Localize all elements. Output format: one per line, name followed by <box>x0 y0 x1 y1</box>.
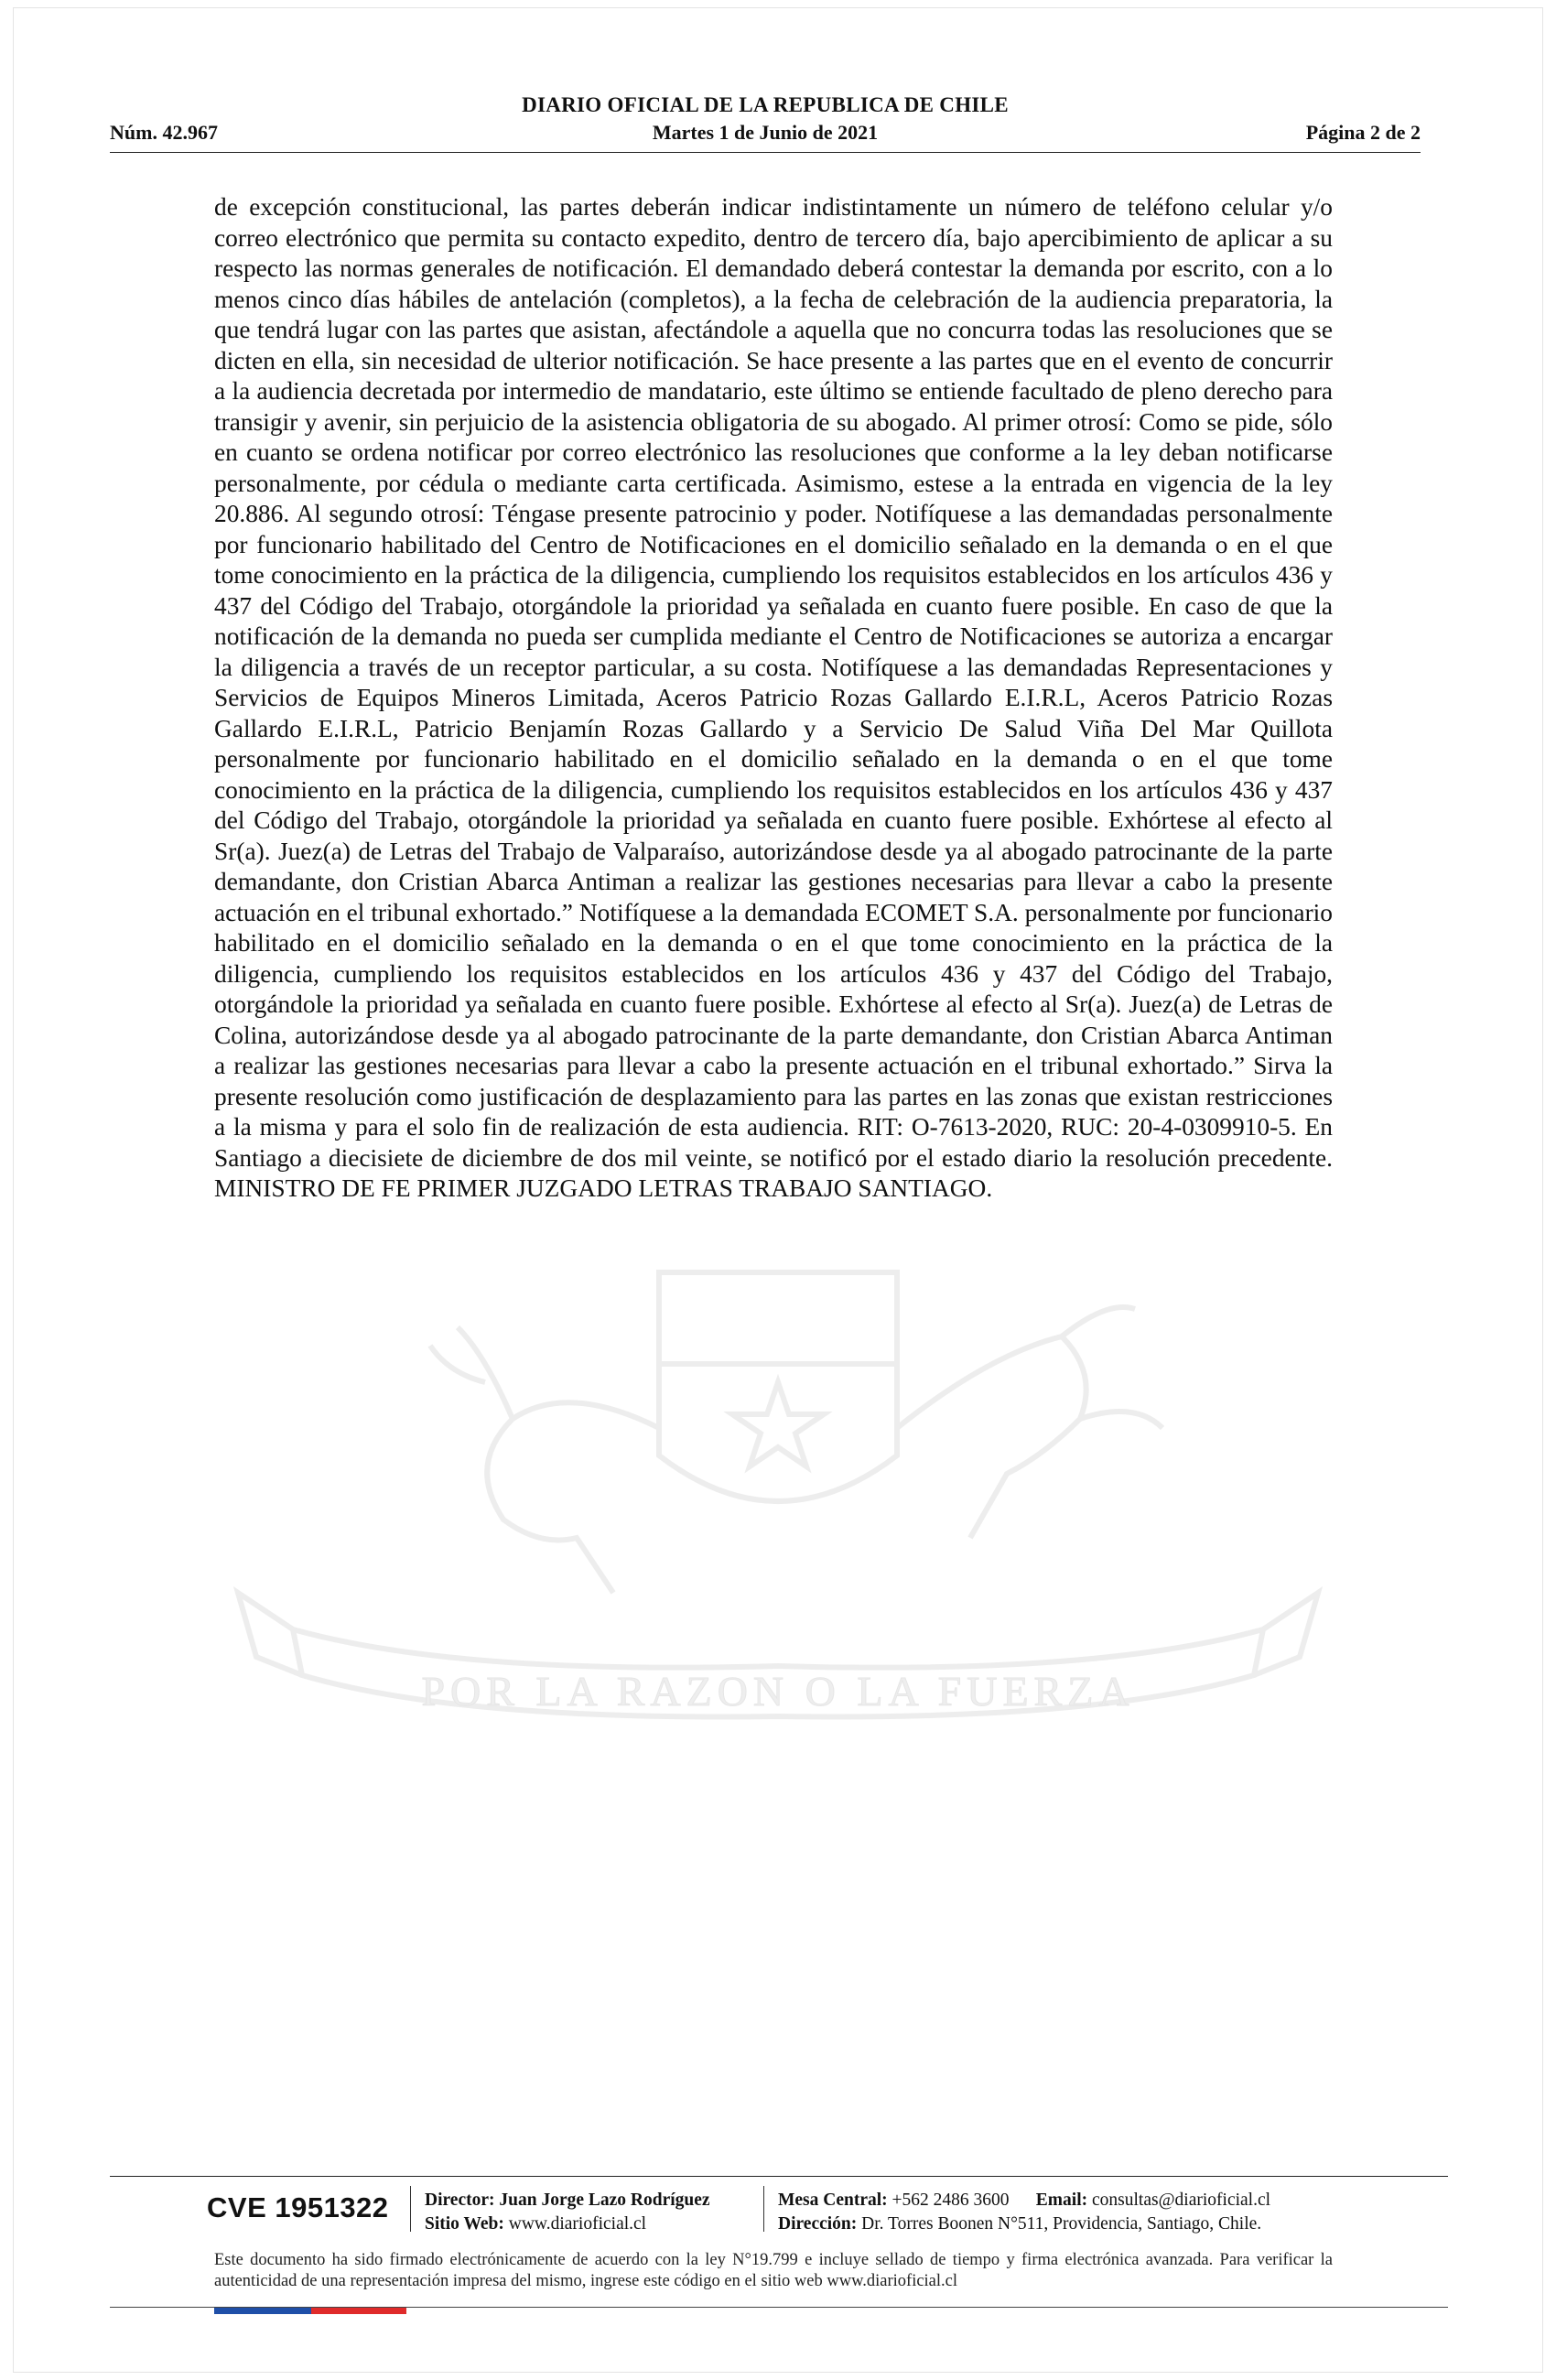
electronic-signature-notice: Este documento ha sido firmado electrónicamente de acuerdo con la ley N°19.799 e incluye sellado de tiempo y firma electrónica avanzada. Para verificar la autenticidad de una representación impresa del mismo, ingrese este código en el sitio web www.diarioficial.cl <box>214 2251 1333 2290</box>
footer-divider-top <box>110 2176 1448 2177</box>
page-header <box>110 93 1421 154</box>
email-label: Email: <box>1035 2191 1088 2210</box>
address-label: Dirección: <box>778 2214 858 2234</box>
footer-contact-block <box>778 2189 1270 2236</box>
email-link[interactable]: consultas@diarioficial.cl <box>1092 2191 1271 2210</box>
issue-number: Núm. 42.967 <box>110 121 218 144</box>
footer-separator <box>410 2186 411 2232</box>
website-link[interactable]: www.diarioficial.cl <box>508 2214 647 2234</box>
page-number: Página 2 de 2 <box>1305 121 1421 144</box>
header-meta-row <box>110 121 1421 148</box>
address-value: Dr. Torres Boonen N°511, Providencia, Santiago, Chile. <box>861 2214 1262 2234</box>
director-label: Director: <box>425 2191 495 2210</box>
resolution-text: de excepción constitucional, las partes deberán indicar indistintamente un número de teléfono celular y/o correo electrónico que permita su contacto expedito, dentro de tercero día, bajo apercibimiento de aplicar a su respecto las normas generales de notificación. El demandado deberá contestar la demanda por escrito, con a lo menos cinco días hábiles de antelación (completos), a la fecha de celebración de la audiencia preparatoria, la que tendrá lugar con las partes que asistan, afectándole a aquella que no concurra todas las resoluciones que se dicten en ella, sin necesidad de ulterior notificación. Se hace presente a las partes que en el evento de concurrir a la audiencia decretada por intermedio de mandatario, este último se entiende facultado de pleno derecho para transigir y avenir, sin perjuicio de la asistencia obligatoria de su abogado. Al primer otrosí: Como se pide, sólo en cuanto se ordena notificar por correo electrónico las resoluciones que conforme a la ley deban notificarse personalmente, por cédula o mediante carta certificada. Asimismo, estese a la entrada en vigencia de la ley 20.886. Al segundo otrosí: Téngase presente patrocinio y poder. Notifíquese a las demandadas personalmente por funcionario habilitado del Centro de Notificaciones en el domicilio señalado en la demanda o en el que tome conocimiento en la práctica de la diligencia, cumpliendo los requisitos establecidos en los artículos 436 y 437 del Código del Trabajo, otorgándole la prioridad ya señalada en cuanto fuere posible. En caso de que la notificación de la demanda no pueda ser cumplida mediante el Centro de Notificaciones se autoriza a encargar la diligencia a través de un receptor particular, a su costa. Notifíquese a las demandadas Representaciones y Servicios de Equipos Mineros Limitada, Aceros Patricio Rozas Gallardo E.I.R.L, Aceros Patricio Rozas Gallardo E.I.R.L, Patricio Benjamín Rozas Gallardo y a Servicio De Salud Viña Del Mar Quillota personalmente por funcionario habilitado en el domicilio señalado en la demanda o en el que tome conocimiento en la práctica de la diligencia, cumpliendo los requisitos establecidos en los artículos 436 y 437 del Código del Trabajo, otorgándole la prioridad ya señalada en cuanto fuere posible. Exhórtese al efecto al Sr(a). Juez(a) de Letras del Trabajo de Valparaíso, autorizándose desde ya al abogado patrocinante de la parte demandante, don Cristian Abarca Antiman a realizar las gestiones necesarias para llevar a cabo la presente actuación en el tribunal exhortado.” Notifíquese a la demandada ECOMET S.A. personalmente por funcionario habilitado en el domicilio señalado en la demanda o en el que tome conocimiento en la práctica de la diligencia, cumpliendo los requisitos establecidos en los artículos 436 y 437 del Código del Trabajo, otorgándole la prioridad ya señalada en cuanto fuere posible. Exhórtese al efecto al Sr(a). Juez(a) de Letras de Colina, autorizándose desde ya al abogado patrocinante de la parte demandante, don Cristian Abarca Antiman a realizar las gestiones necesarias para llevar a cabo la presente actuación en el tribunal exhortado.” Sirva la presente resolución como justificación de desplazamiento para las partes en las zonas que existan restricciones a la misma y para el solo fin de realización de esta audiencia. RIT: O-7613-2020, RUC: 20-4-0309910-5. En Santiago a diecisiete de diciembre de dos mil veinte, se notificó por el estado diario la resolución precedente. MINISTRO DE FE PRIMER JUZGADO LETRAS TRABAJO SANTIAGO. <box>214 193 1333 1202</box>
phone-label: Mesa Central: <box>778 2191 888 2210</box>
publication-title: DIARIO OFICIAL DE LA REPUBLICA DE CHILE <box>522 93 1009 116</box>
director-name: Juan Jorge Lazo Rodríguez <box>499 2191 710 2210</box>
cve-code: CVE 1951322 <box>207 2191 389 2223</box>
footer-director-block <box>425 2189 710 2236</box>
issue-date: Martes 1 de Junio de 2021 <box>652 121 879 144</box>
flag-stripe-blue <box>214 2308 311 2314</box>
flag-stripe-red <box>311 2308 406 2314</box>
website-label: Sitio Web: <box>425 2214 504 2234</box>
coat-of-arms-watermark <box>183 1245 1373 1758</box>
watermark-motto: POR LA RAZON O LA FUERZA <box>421 1668 1135 1715</box>
footer-separator <box>763 2186 764 2232</box>
phone-value: +562 2486 3600 <box>891 2191 1010 2210</box>
header-divider <box>110 152 1421 153</box>
